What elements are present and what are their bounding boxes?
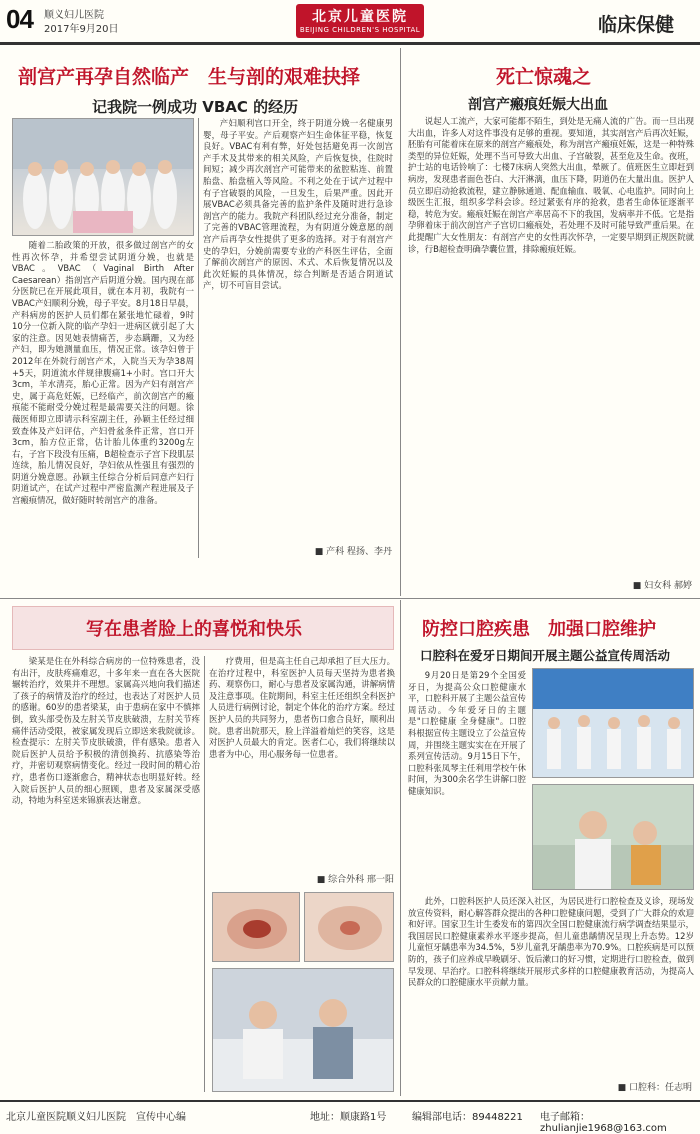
article4-subtitle: 口腔科在爱牙日期间开展主题公益宣传周活动 <box>420 648 671 663</box>
article3-author: ■ 妇女科 郝婷 <box>632 581 692 591</box>
hospital-name: 顺义妇儿医院 <box>44 10 104 21</box>
wound-photo-1 <box>212 892 300 962</box>
page-number: 04 <box>6 4 33 34</box>
wound-image <box>213 893 300 962</box>
article2-author: ■ 综合外科 邢一阳 <box>316 875 394 885</box>
event-banner-image <box>533 669 694 778</box>
staff-group-photo <box>13 119 194 236</box>
dental-check-image <box>533 785 694 890</box>
article3-title: 死亡惊魂之 <box>496 66 592 88</box>
article1-subtitle: 记我院一例成功 VBAC 的经历 <box>92 98 299 116</box>
section-divider <box>0 598 700 599</box>
article2-col1: 梁某是住在外科综合病房的一位特殊患者，没有出汗，皮肤疼痛难忍，十多年来一直在各大医院辗转治疗，效果并不理想。家属高兴地向我们描述了孩子的病情及治疗的经过，也表达了对医护人员的感谢。60岁的患者梁某，由于患病在家中不慎摔倒，致头部受伤及左肘关节皮肤破溃，左肘关节疼痛伴活动受限，被家属发现后立即送来我院就诊。检查提示：左肘关节皮肤破溃，伴有感染。患者入院后医护人员给予积极的清创换药、抗感染等治疗，并密切观察病情变化。经过一段时间的精心治疗，患者伤口逐渐愈合，精神状态也明显好转。经入院后医护人员的细心照顾，患者及家属深受感动，特地为科室送来锦旗表达谢意。 <box>12 656 200 806</box>
wound-image <box>305 893 394 962</box>
column-divider <box>204 656 205 1092</box>
event-photo-2 <box>532 784 694 890</box>
article4-body: 此外，口腔科医护人员还深入社区，为居民进行口腔检查及义诊，现场发放宣传资料，耐心解答群众提出的各种口腔健康问题，受到了广大群众的欢迎和好评。国家卫生计生委发布的第四次全国口腔健康流行病学调查结果显示，我国居民口腔健康素养水平逐步提高，但儿童患龋情况呈现上升态势。12岁儿童恒牙龋患率为34.5%，5岁儿童乳牙龋患率为70.9%。口腔疾病是可以预防的，孩子们应养成早晚刷牙、饭后漱口的好习惯，定期进行口腔检查，做到早发现、早治疗。口腔科将继续开展形式多样的口腔健康教育活动，为提高人民群众的口腔健康水平贡献力量。 <box>408 896 694 988</box>
logo-en: BEIJING CHILDREN'S HOSPITAL <box>299 26 421 34</box>
article3-subtitle: 剖宫产瘢痕妊娠大出血 <box>468 97 608 113</box>
patient-photo <box>212 968 394 1092</box>
issue-date: 2017年9月20日 <box>44 24 119 35</box>
article1-photo <box>12 118 194 236</box>
article2-title: 写在患者脸上的喜悦和快乐 <box>86 619 302 640</box>
article4-narrow-col: 9月20日是第29个全国爱牙日，为提高公众口腔健康水平，口腔科开展了主题公益宣传周活动。今年爱牙日的主题是"口腔健康 全身健康"。口腔科根据宣传主题设立了公益宣传周，并围绕主题实实在在开展了系列宣传活动。9月15日下午，口腔科张凤琴主任利用学校午休时间，为300余名学生讲解口腔健康知识。 <box>408 670 526 796</box>
footer-publisher: 北京儿童医院顺义妇儿医院 宣传中心编 <box>6 1112 186 1123</box>
article2-col2: 疗费用，但是高主任自己却承担了巨大压力。在治疗过程中，科室医护人员每天坚持为患者换药、观察伤口，耐心与患者及家属沟通，讲解病情及注意事项。住院期间，科室主任还组织全科医护人员进行病例讨论，制定个体化的治疗方案。经过医护人员的共同努力，患者伤口愈合良好，顺利出院。患者出院那天，脸上洋溢着灿烂的笑容，这是对医护人员最大的肯定。医者仁心，我们将继续以患者为中心，用心服务每一位患者。 <box>209 656 395 759</box>
header-rule <box>0 42 700 45</box>
footer-address: 地址：顺康路1号 <box>310 1112 387 1123</box>
hospital-ward-image <box>213 969 394 1092</box>
article1-col1: 随着二胎政策的开放，很多做过剖宫产的女性再次怀孕，并希望尝试阴道分娩，也就是VBAC。VBAC（Vaginal Birth After Caesarean）指剖宫产后阴道分娩。国内现在部分医院已在开展此项目，就在本月初，我院有一VBAC产妇顺利分娩，母子平安。8月18日早晨，产科病房的医护人员们都在紧张地忙碌着，9时10分一位新入院的临产孕妇一进病区就引起了大家的注意。因见她表情痛苦，步态蹒跚，又为经产妇，即为她测量血压，情况正常。该孕妇曾于2012年在外院行剖宫产术，入院当天为孕38周+5天，阴道流水伴规律腹痛1+小时。宫口开大3cm，羊水清亮，胎心正常。因为产妇有剖宫产史，属于高危妊娠，已经临产，前次剖宫产的瘢痕能不能耐受分娩过程是最需要关注的问题。徐薇医师即立即请示科室副主任，孙颖主任经过细致查体及产妇评估，产妇骨盆条件正常，宫口开3cm，胎方位正常，估计胎儿体重约3200g左右，子宫下段没有压痛，B超检查示子宫下段肌层连续，胎儿情况良好，孕妇依从性强且有强烈的阴道分娩意愿。孙颖主任综合分析后同意产妇行阴道试产，在试产过程中严密监测产程进展及子宫瘢痕情况，做好随时转剖宫产的准备。 <box>12 240 194 506</box>
column-divider <box>198 118 199 558</box>
article1-title: 剖宫产再孕自然临产 生与剖的艰难抉择 <box>18 66 361 88</box>
article3-body: 说起人工流产，大家可能都不陌生，到处是无痛人流的广告。而一旦出现大出血，许多人对这件事没有足够的重视。要知道，其实剖宫产后再次妊娠，胚胎有可能着床在原来的剖宫产瘢痕处，称为剖宫产瘢痕妊娠，这是一种特殊类型的异位妊娠，处理不当可导致大出血、子宫破裂，甚至危及生命。夜班，护士站的电话铃响了：七楼7床病人突然大出血，晕厥了。值班医生立即赶到病房，发现患者面色苍白、大汗淋漓，血压下降，阴道仍在大量出血。医护人员立即启动抢救流程，建立静脉通道、配血输血、吸氧、心电监护。同时向上级医生汇报，组织多学科会诊。经过紧张有序的抢救，患者生命体征逐渐平稳，转危为安。瘢痕妊娠在剖宫产率居高不下的我国，发病率并不低。它是指孕卵着床于前次剖宫产子宫切口瘢痕处，若处理不及时可能导致严重后果。在此提醒广大女性朋友：有剖宫产史的女性再次怀孕，一定要早期到正规医院就诊，行B超检查明确孕囊位置，排除瘢痕妊娠。 <box>408 116 694 254</box>
article1-col2: 产妇顺利宫口开全，终于阴道分娩一名健康男婴，母子平安。产后观察产妇生命体征平稳，恢复良好。VBAC有利有弊，好处包括避免再一次剖宫产手术及其带来的相关风险，产后恢复快，住院时间短；减少再次剖宫产可能带来的盆腔粘连、前置胎盘、胎盘植入等风险。不利之处在于试产过程中有子宫破裂的风险，一旦发生，后果严重。因此开展VBAC必须具备完善的监护条件及随时进行急诊剖宫产的能力。我院产科团队经过充分准备，制定了完善的VBAC管理流程，为有阴道分娩意愿的剖宫产后再孕女性提供了更多的选择。对于有剖宫产史的孕妇，分娩前需要专业的产科医生评估，全面了解前次剖宫产的原因、术式、术后恢复情况以及此次妊娠的具体情况，综合判断是否适合阴道试产，切不可盲目尝试。 <box>203 118 393 291</box>
right-column-divider <box>400 600 401 1096</box>
section-title: 临床保健 <box>598 14 675 36</box>
hospital-logo <box>296 4 424 38</box>
article4-title: 防控口腔疾患 加强口腔维护 <box>422 619 656 640</box>
footer-email: 电子邮箱：zhulianjie1968@163.com <box>540 1112 667 1134</box>
footer <box>0 1100 700 1134</box>
article1-author: ■ 产科 程扬、李丹 <box>314 547 392 557</box>
logo-cn: 北京儿童医院 <box>312 9 408 25</box>
footer-phone: 编辑部电话：89448221 <box>412 1112 523 1123</box>
article4-author: ■ 口腔科：任志明 <box>617 1083 692 1093</box>
right-column-divider <box>400 48 401 596</box>
event-photo-1 <box>532 668 694 778</box>
wound-photo-2 <box>304 892 394 962</box>
